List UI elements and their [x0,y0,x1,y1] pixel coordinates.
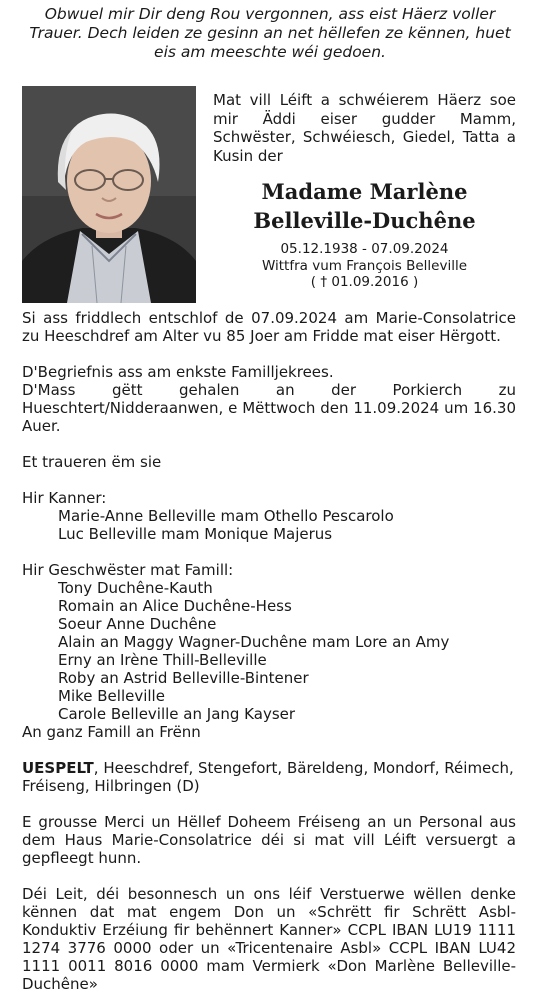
children-list [22,507,516,543]
family-closing: An ganz Famill an Frënn [22,723,201,741]
list-item: Erny an Irène Thill-Belleville [58,651,267,669]
verse-line: Trauer. Dech leiden ze gesinn an net hëllefen ze kënnen, huet [29,24,511,42]
opening-verse [20,5,520,62]
verse-line: Obwuel mir Dir deng Rou vergonnen, ass eist Häerz voller [44,5,496,23]
mass-paragraph: D'Mass gëtt gehalen an der Porkierch zu Hueschtert/Nidderaanwen, e Mëttwoch den 11.09.2024 um 16.30 Auer. [22,381,516,435]
life-dates [213,241,516,291]
list-item: Tony Duchêne-Kauth [58,579,213,597]
siblings-heading: Hir Geschwëster mat Famill: [22,561,234,579]
portrait-image [22,86,196,303]
children-heading: Hir Kanner: [22,489,107,507]
burial-paragraph: D'Begriefnis ass am enkste Familljekrees. [22,363,334,381]
siblings-list [22,579,516,723]
mourning-line: Et traueren ëm sie [22,453,162,471]
obituary-body [22,309,516,993]
verse-line: eis am meeschte wéi gedoen. [154,43,386,61]
list-item: Mike Belleville [58,687,165,705]
list-item: Marie-Anne Belleville mam Othello Pescarolo [58,507,394,525]
village-name: UESPELT [22,759,94,777]
passing-paragraph: Si ass friddlech entschlof de 07.09.2024 am Marie-Consolatrice zu Heeschdref am Alter vu 85 Joer am Fridde mat eiser Hërgott. [22,309,516,345]
thanks-paragraph: E grousse Merci un Hëllef Doheem Fréiseng an un Personal aus dem Haus Marie-Consolatrice déi si mat vill Léift versuergt a gepfleegt hunn. [22,813,516,867]
list-item: Soeur Anne Duchêne [58,615,217,633]
spouse-death-date: ( † 01.09.2016 ) [310,274,419,290]
portrait-photo [22,86,196,303]
widow-line: Wittfra vum François Belleville [261,257,468,274]
donation-paragraph: Déi Leit, déi besonnesch un ons léif Verstuerwe wëllen denke kënnen dat mat engem Don un «Schrëtt fir Schrëtt Asbl-Konduktiv Erzéiung fir behënnert Kanner» CCPL IBAN LU19 1111 1274 3776 0000 oder un «Tricentenaire Asbl» CCPL IBAN LU42 1111 0011 8016 0000 mam Vermierk «Don Marlène Belleville-Duchêne» [22,885,516,993]
list-item: Carole Belleville an Jang Kayser [58,705,296,723]
list-item: Romain an Alice Duchêne-Hess [58,597,292,615]
deceased-name-line: Madame Marlène [261,179,468,204]
other-places: , Heeschdref, Stengefort, Bäreldeng, Mondorf, Réimech, Fréiseng, Hilbringen (D) [22,759,514,795]
places-line [22,759,516,795]
intro-text: Mat vill Léift a schwéierem Häerz soe mir Äddi eiser gudder Mamm, Schwëster, Schwéiesch, Giedel, Tatta a Kusin der [213,91,516,165]
deceased-name-line: Belleville-Duchêne [253,208,476,233]
deceased-name [213,177,516,235]
list-item: Roby an Astrid Belleville-Bintener [58,669,309,687]
list-item: Luc Belleville mam Monique Majerus [58,525,333,543]
list-item: Alain an Maggy Wagner-Duchêne mam Lore an Amy [58,633,450,651]
life-span: 05.12.1938 - 07.09.2024 [280,241,449,257]
